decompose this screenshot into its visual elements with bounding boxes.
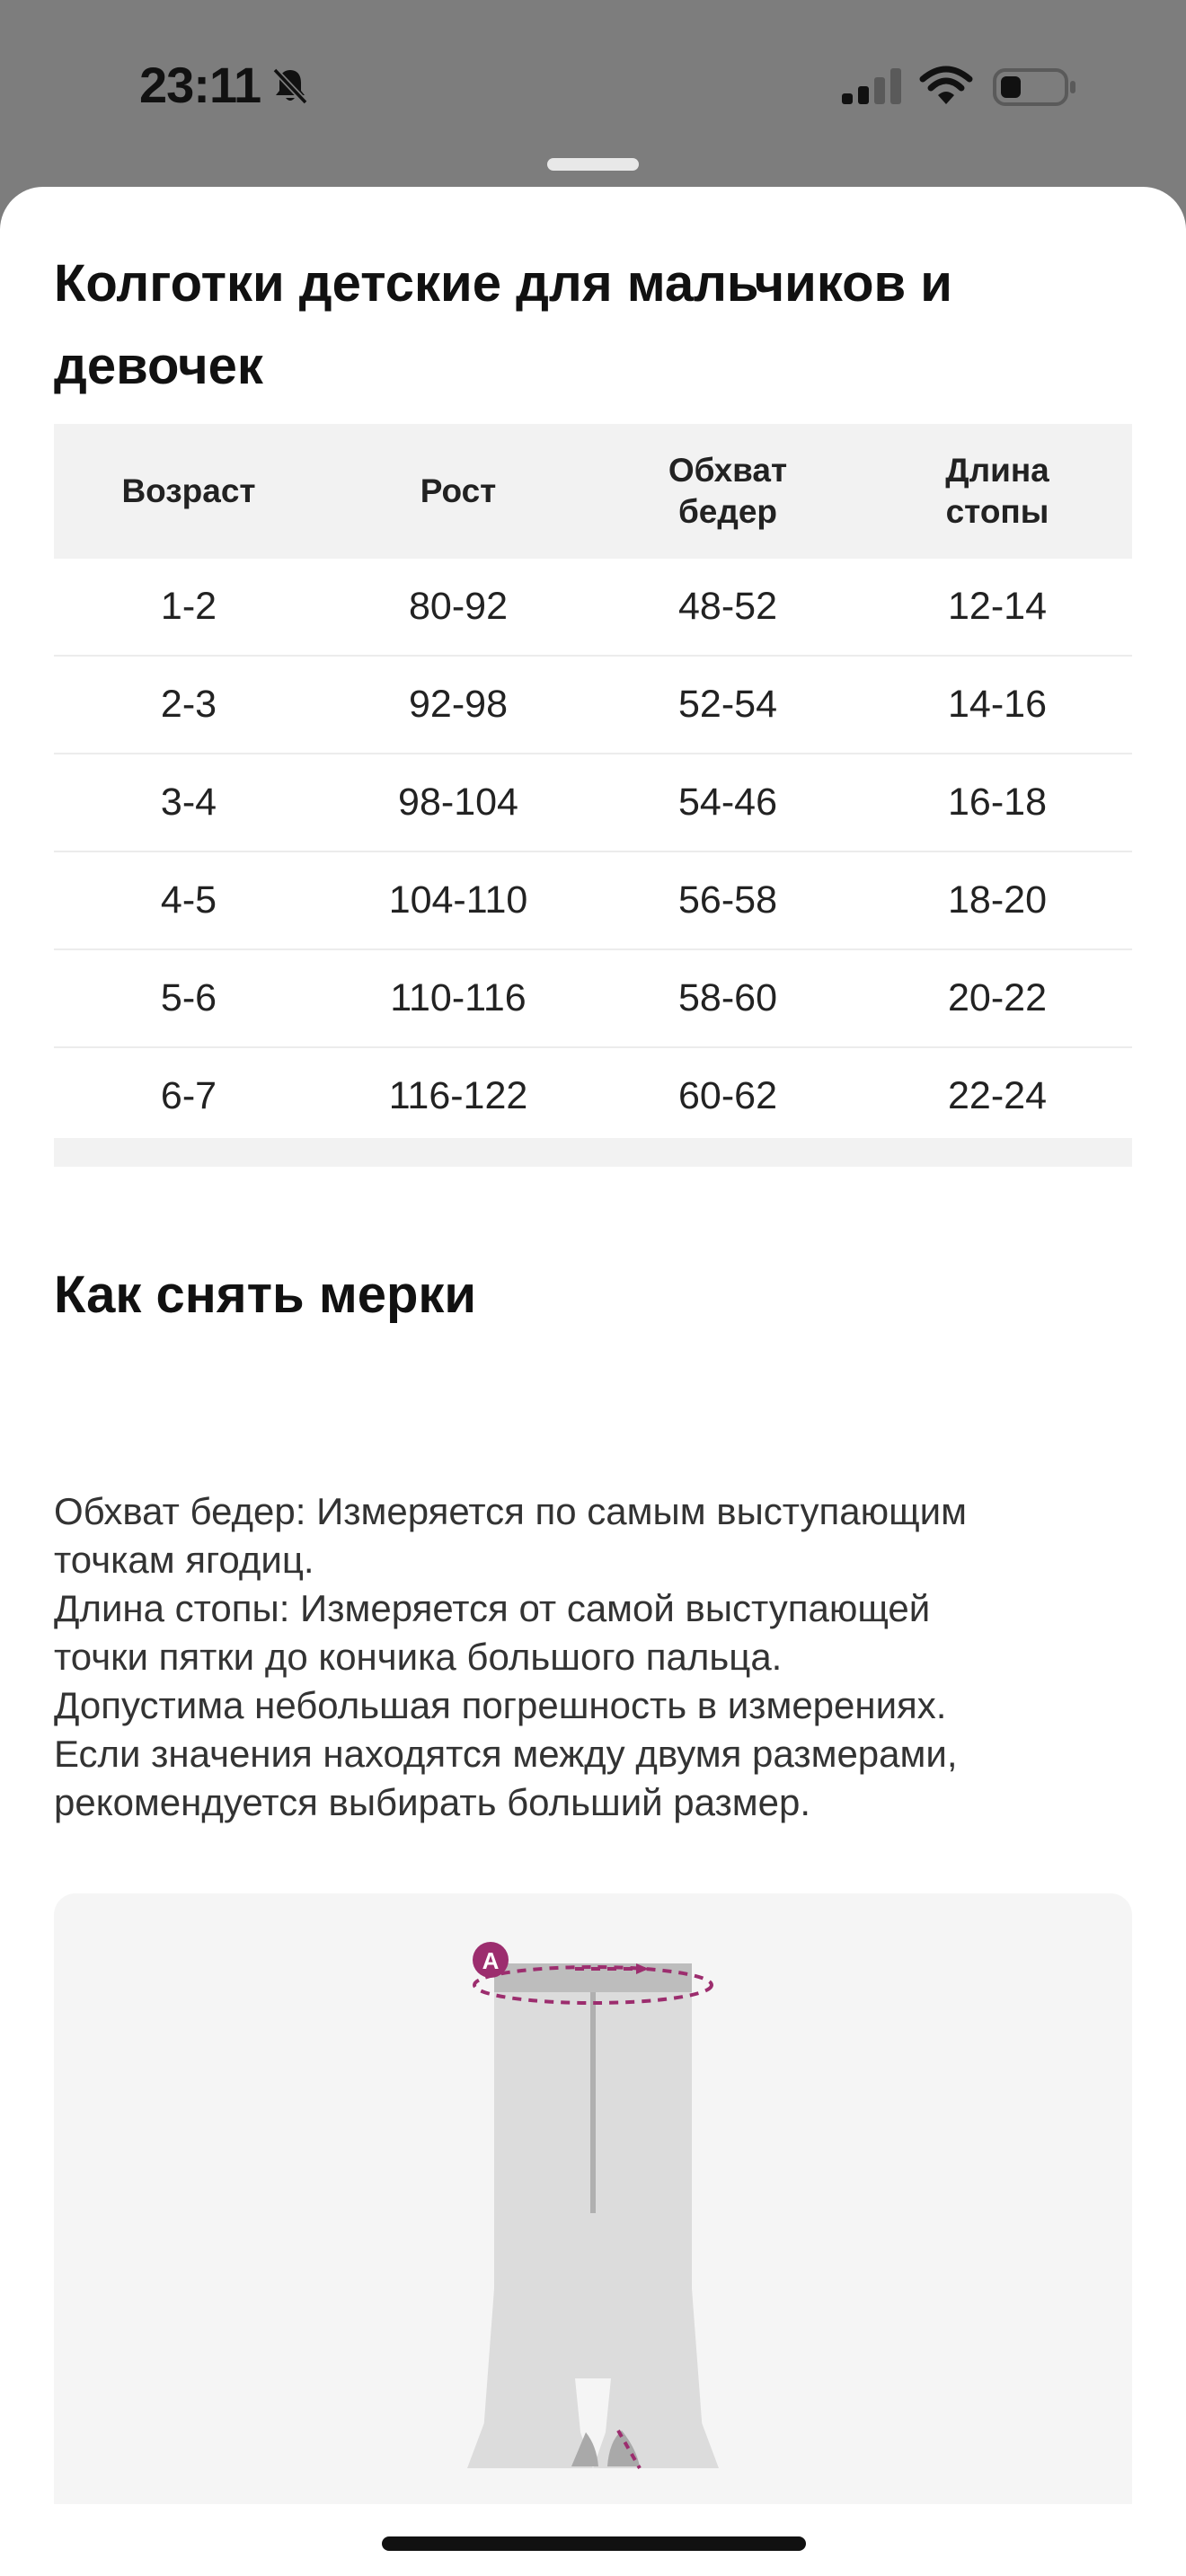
table-cell: 12-14 [863,559,1132,656]
table-cell: 5-6 [54,949,323,1047]
column-header-age: Возраст [54,424,323,559]
column-header-hip-girth: Обхват бедер [593,424,863,559]
marker-a-label: A [482,1947,500,1974]
table-cell: 98-104 [323,754,593,851]
size-chart-sheet [0,187,1186,2576]
tights-measurement-illustration [54,1893,1132,2504]
center-seam [590,1992,596,2213]
column-header-height: Рост [323,424,593,559]
wifi-icon [918,65,974,106]
table-row [54,949,1132,1047]
bell-slash-icon [270,65,311,106]
table-cell: 54-46 [593,754,863,851]
table-cell: 110-116 [323,949,593,1047]
table-row [54,1047,1132,1144]
column-header-foot-length: Длина стопы [863,424,1132,559]
table-row [54,851,1132,949]
instruction-line: точки пятки до кончика большого пальца. [54,1636,783,1678]
table-cell: 56-58 [593,851,863,949]
table-cell: 104-110 [323,851,593,949]
table-row [54,656,1132,754]
table-cell: 60-62 [678,1074,777,1117]
instruction-line: Допустима небольшая погрешность в измерениях. [54,1684,947,1726]
instruction-line: рекомендуется выбирать больший размер. [54,1781,811,1823]
table-cell: 92-98 [323,656,593,754]
table-cell: 20-22 [863,949,1132,1047]
table-cell: 3-4 [54,754,323,851]
table-cell: 14-16 [863,656,1132,754]
instruction-line: точкам ягодиц. [54,1539,314,1581]
status-bar [0,0,1186,180]
table-cell: 80-92 [323,559,593,656]
instruction-line: Длина стопы: Измеряется от самой выступающей [54,1587,931,1629]
table-row [54,559,1132,656]
table-cell: 2-3 [54,656,323,754]
table-cell: 4-5 [54,851,323,949]
status-time: 23:11 [139,57,261,113]
sheet-title: Колготки детские для мальчиков и девочек [54,254,952,395]
table-row [54,754,1132,851]
measure-section-title: Как снять мерки [54,1266,477,1324]
table-cell: 48-52 [593,559,863,656]
home-indicator[interactable] [382,2536,806,2551]
battery-icon [992,66,1078,108]
instruction-line: Обхват бедер: Измеряется по самым выступающим [54,1490,967,1532]
table-cell: 6-7 [160,1074,217,1117]
table-cell: 116-122 [388,1074,528,1117]
table-cell: 18-20 [863,851,1132,949]
table-cell: 22-24 [948,1074,1047,1117]
table-cell: 58-60 [593,949,863,1047]
cellular-signal-icon [840,66,903,106]
size-table [54,424,1132,1144]
tights-diagram [54,1893,1132,2504]
table-header-row [54,424,1132,559]
table-cell: 52-54 [593,656,863,754]
table-cell: 16-18 [863,754,1132,851]
measure-instructions [54,1487,1141,1827]
table-footer [54,1138,1132,1167]
sheet-grabber[interactable] [547,158,639,171]
instruction-line: Если значения находятся между двумя размерами, [54,1733,958,1775]
table-cell: 1-2 [54,559,323,656]
